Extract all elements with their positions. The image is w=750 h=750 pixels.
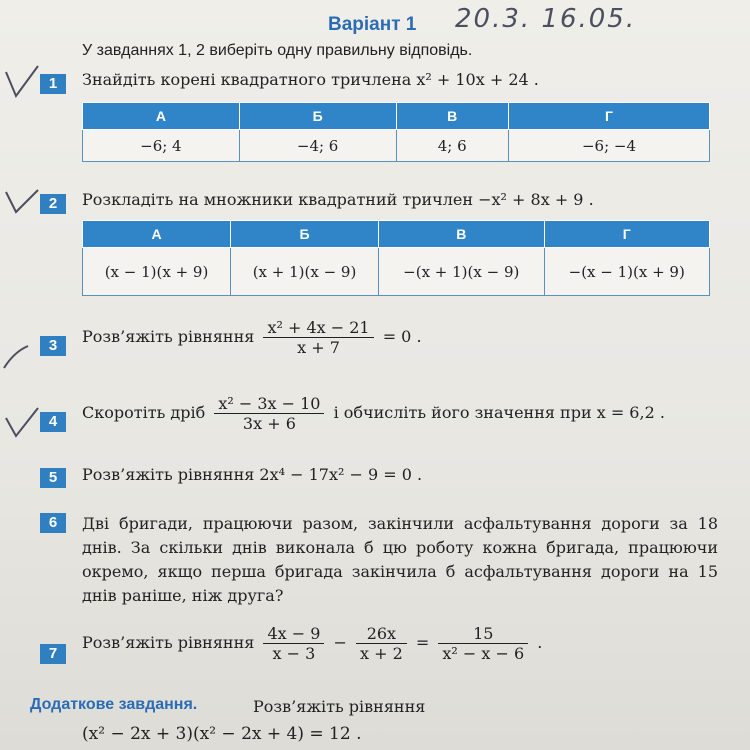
equation-tail: = 0 .	[382, 327, 422, 346]
task-prompt: Розв’яжіть рівняння	[82, 327, 255, 346]
denominator: x + 2	[360, 644, 403, 663]
answer-column-header: А	[83, 103, 240, 130]
task-number: 6	[40, 513, 66, 533]
denominator: x + 7	[297, 338, 340, 357]
extra-task-text: Розв’яжіть рівняння	[253, 697, 426, 716]
answer-table	[82, 220, 710, 296]
answer-option: −6; 4	[83, 130, 240, 162]
answer-column-header: Г	[508, 103, 709, 130]
numerator: 26x	[356, 624, 407, 644]
extra-task-equation: (x² − 2x + 3)(x² − 2x + 4) = 12 .	[82, 724, 362, 744]
denominator: x² − x − 6	[442, 644, 525, 663]
checkmark-icon	[2, 62, 42, 102]
task-text: Знайдіть корені квадратного тричлена x² + 10x + 24 .	[82, 70, 539, 89]
checkmark-icon	[2, 404, 42, 440]
denominator: x − 3	[272, 644, 316, 663]
task-number: 1	[40, 74, 66, 94]
numerator: x² + 4x − 21	[263, 318, 373, 338]
task-number: 2	[40, 194, 66, 214]
answer-column-header: В	[379, 221, 544, 248]
task-prompt-tail: і обчисліть його значення при x = 6,2 .	[333, 403, 665, 422]
handwritten-date: 20.3. 16.05.	[455, 4, 637, 34]
task-prompt: Скоротіть дріб	[82, 403, 206, 422]
fraction	[263, 624, 324, 663]
task-text	[82, 318, 422, 357]
task-number: 7	[40, 644, 66, 664]
equation-tail: .	[537, 633, 543, 652]
minus-sign: −	[333, 633, 347, 652]
answer-column-header: Г	[544, 221, 710, 248]
task-text: Розкладіть на множники квадратний тричлен −x² + 8x + 9 .	[82, 190, 594, 209]
numerator: 15	[438, 624, 528, 644]
task-number: 5	[40, 468, 66, 488]
checkmark-icon	[2, 342, 32, 372]
answer-column-header: А	[83, 221, 231, 248]
task-text	[82, 624, 542, 663]
task-number: 3	[40, 336, 66, 356]
answer-option: −6; −4	[508, 130, 709, 162]
checkmark-icon	[2, 186, 42, 216]
task-text: Розв’яжіть рівняння 2x⁴ − 17x² − 9 = 0 .	[82, 465, 423, 484]
numerator: 4x − 9	[263, 624, 324, 644]
equals-sign: =	[415, 633, 430, 652]
answer-option: −(x − 1)(x + 9)	[544, 248, 710, 296]
answer-option: (x + 1)(x − 9)	[231, 248, 379, 296]
task-text	[82, 394, 665, 433]
denominator: 3x + 6	[242, 414, 296, 433]
answer-column-header: В	[396, 103, 508, 130]
fraction	[214, 394, 324, 433]
fraction	[356, 624, 407, 663]
extra-task-label: Додаткове завдання.	[30, 696, 198, 713]
numerator: x² − 3x − 10	[214, 394, 324, 414]
answer-option: (x − 1)(x + 9)	[83, 248, 231, 296]
fraction	[438, 624, 528, 663]
task-prompt: Розв’яжіть рівняння	[82, 633, 255, 652]
fraction	[263, 318, 373, 357]
answer-column-header: Б	[231, 221, 379, 248]
answer-column-header: Б	[239, 103, 396, 130]
answer-option: −(x + 1)(x − 9)	[379, 248, 544, 296]
answer-option: −4; 6	[239, 130, 396, 162]
answer-option: 4; 6	[396, 130, 508, 162]
task-number: 4	[40, 412, 66, 432]
task-text: Дві бригади, працюючи разом, закінчили асфальтування дороги за 18 днів. За скільки днів виконала б цю роботу кожна бригада, працюючи окремо, якщо перша бригада закінчила б асфальтування дороги на 15 днів раніше, ніж друга?	[82, 514, 718, 605]
variant-title: Варіант 1	[328, 14, 417, 35]
instructions: У завданнях 1, 2 виберіть одну правильну відповідь.	[82, 42, 473, 59]
answer-table	[82, 102, 710, 162]
